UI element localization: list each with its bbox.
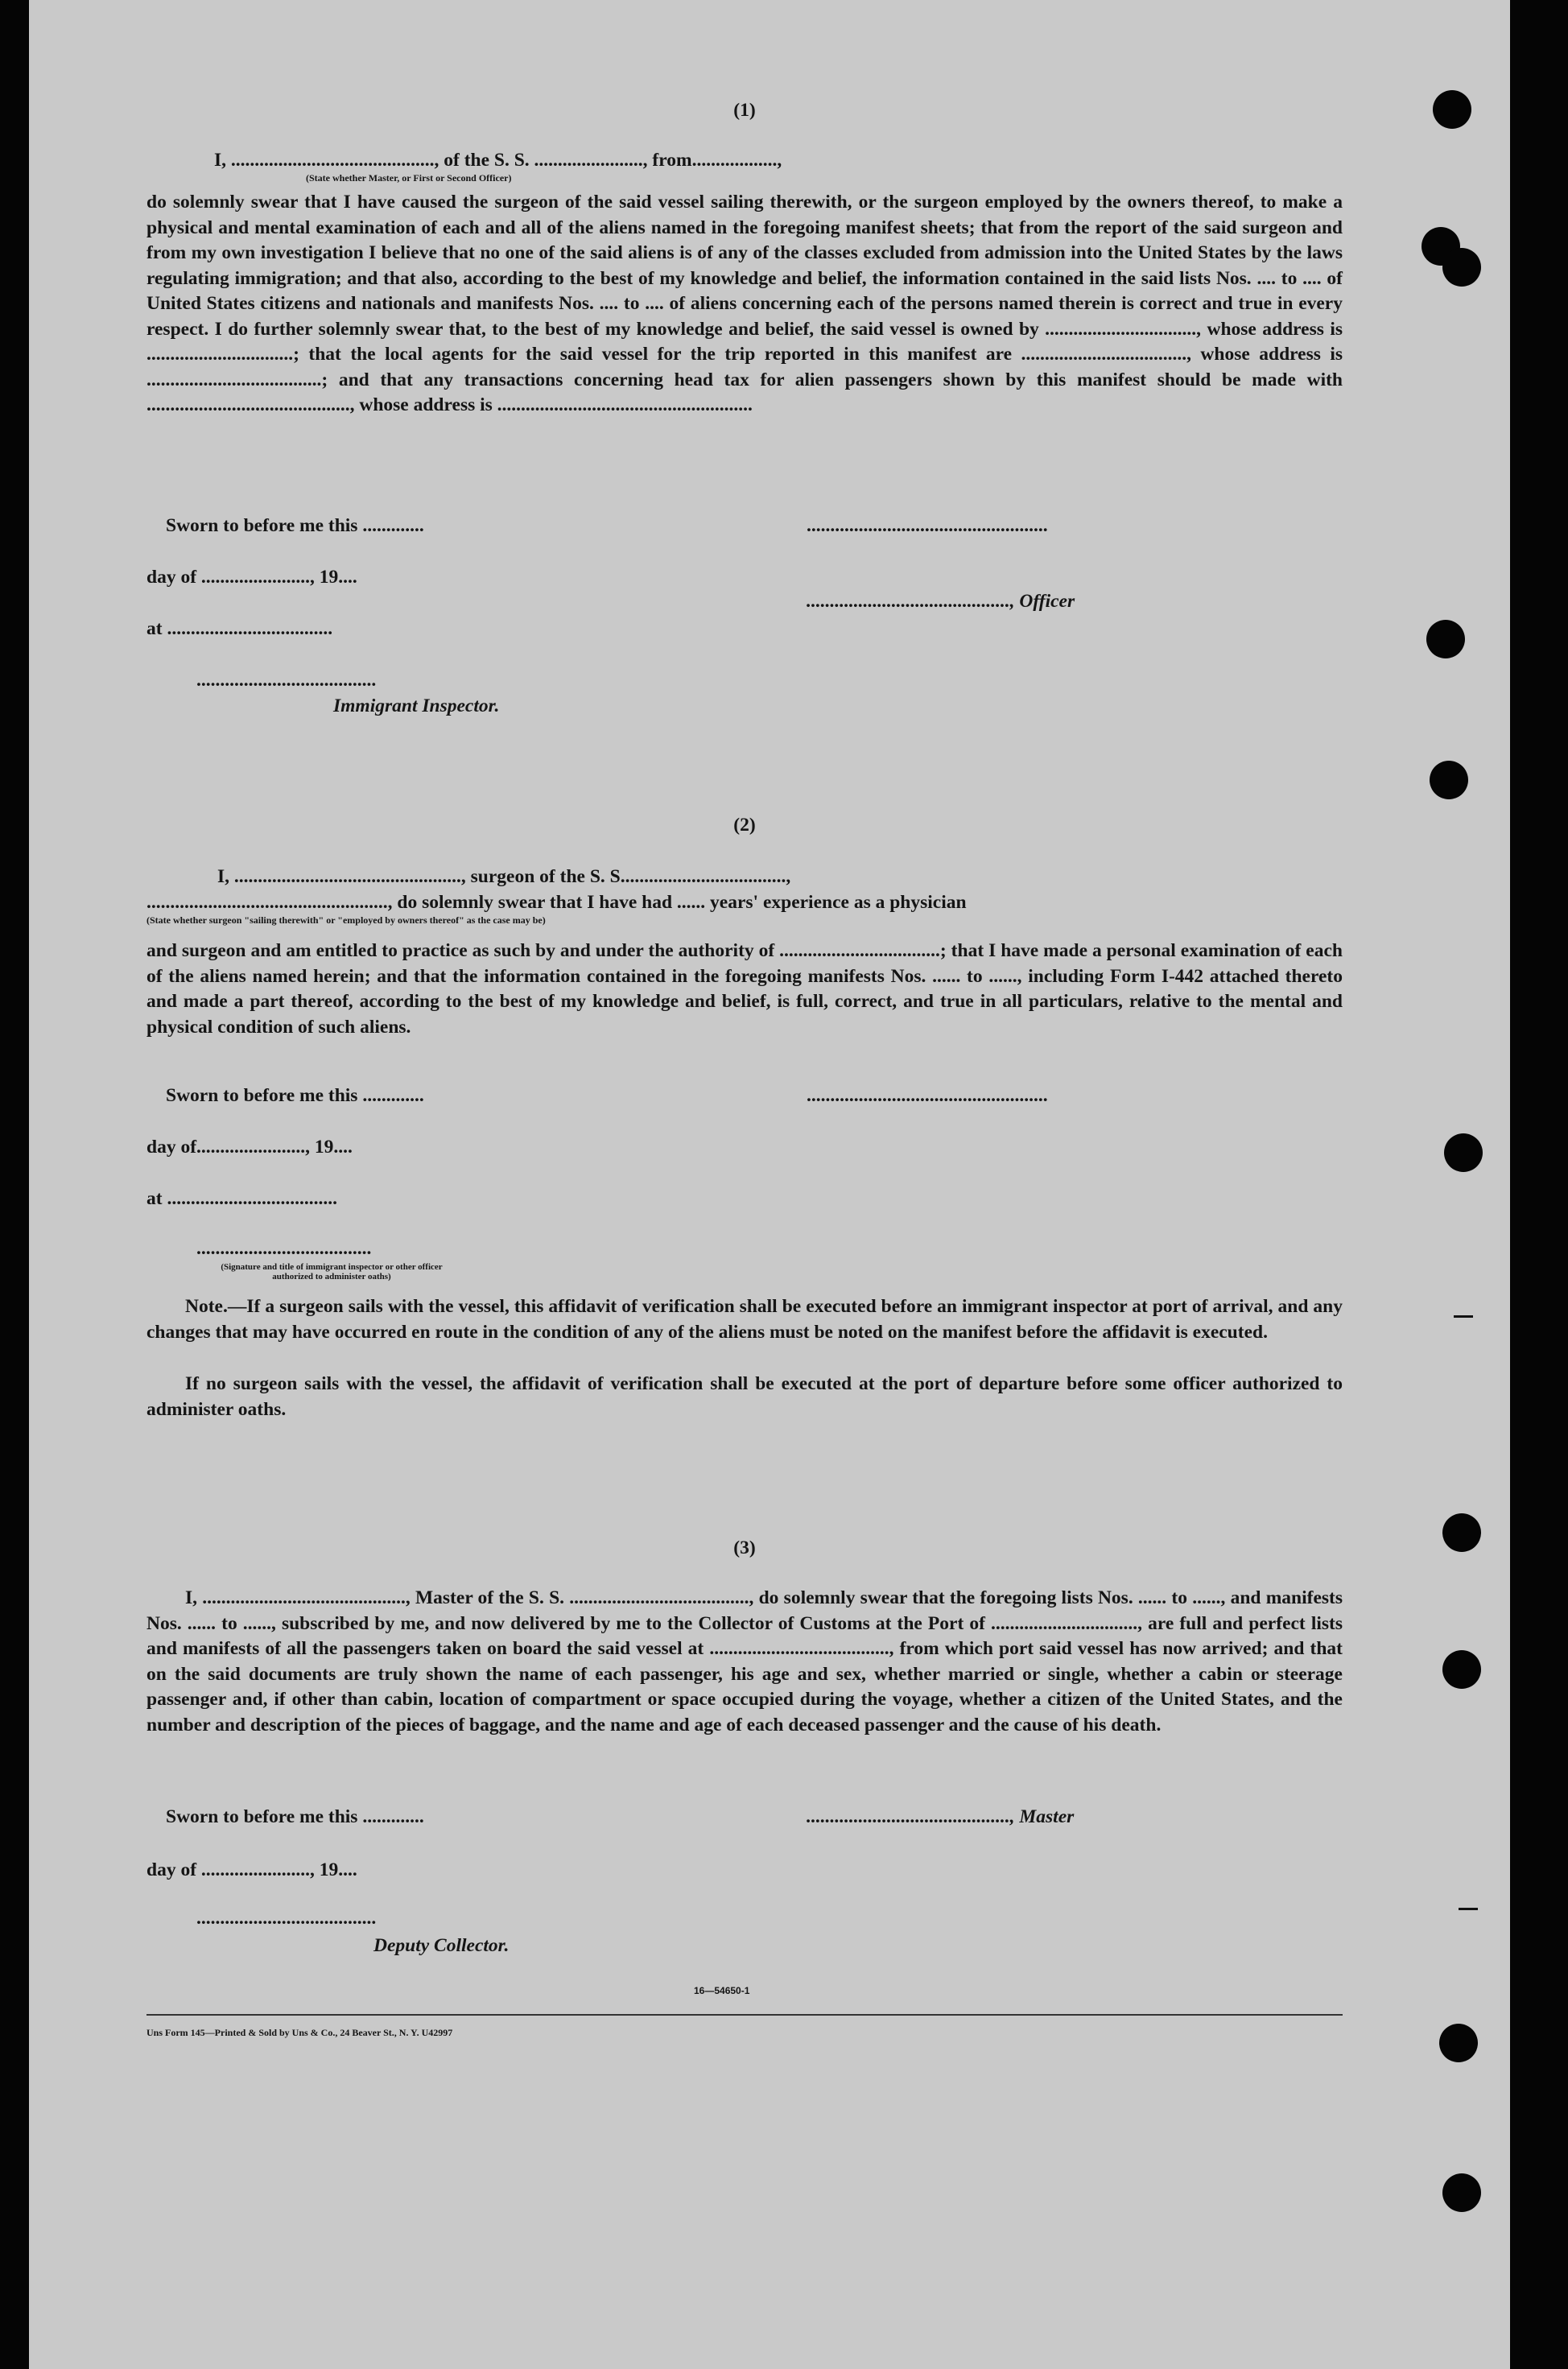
section-1 [146, 95, 1343, 739]
section-1-sworn: Sworn to before me this ............. [166, 515, 424, 536]
section-1-at: at ................................... [146, 618, 333, 639]
binder-hole [1426, 620, 1465, 658]
section-2-sworn: Sworn to before me this ............. [166, 1085, 424, 1106]
section-1-opening-caption: (State whether Master, or First or Second Officer) [306, 172, 512, 184]
section-3 [146, 1536, 1343, 1987]
section-3-master-line: ..........................................., Master [807, 1806, 1075, 1827]
margin-mark [1459, 1908, 1478, 1910]
section-2 [146, 813, 1343, 1449]
binder-hole [1439, 2024, 1478, 2062]
section-1-officer-line: ..........................................., Officer [807, 591, 1075, 612]
section-3-collector-label: Deputy Collector. [373, 1935, 510, 1956]
section-1-opening-line: I, ..........................................., of the S. S. ......................., from.................., [214, 150, 782, 171]
form-code: 16—54650-1 [694, 1985, 750, 1996]
footer-imprint: Uns Form 145—Printed & Sold by Uns & Co., 24 Beaver St., N. Y. U42997 [146, 2027, 453, 2038]
section-2-signature-caption: (Signature and title of immigrant inspector or other officer authorized to administer oaths) [221, 1262, 443, 1281]
binder-hole [1444, 1133, 1483, 1172]
section-2-note: Note.—If a surgeon sails with the vessel, this affidavit of verification shall be executed before an immigrant inspector at port of arrival, and any changes that may have occurred en route in the condition of any of the aliens must be noted on the manifest before the affidavit is executed. [146, 1296, 1343, 1343]
section-1-sworn-signature: ................................................... [807, 515, 1048, 536]
section-2-line-1: I, ................................................, surgeon of the S. S..................................., [217, 866, 791, 887]
section-2-number: (2) [733, 815, 756, 836]
section-3-number: (3) [733, 1537, 756, 1558]
binder-hole [1442, 2173, 1481, 2212]
binder-hole [1430, 761, 1468, 799]
section-1-day-of: day of ......................., 19.... [146, 567, 357, 588]
section-2-signature-dots: ..................................... [196, 1238, 372, 1259]
section-2-line-2: ..................................................., do solemnly swear that I have had ...... years' experience as a physician [146, 892, 967, 913]
binder-hole [1442, 1650, 1481, 1689]
section-2-body: and surgeon and am entitled to practice as such by and under the authority of ..................................; that I have made a personal examination of each of the aliens named herein; and that the information contained in the foregoing manifests Nos. ...... to ......, including Form I-442 attached thereto and made a part thereof, according to the best of my knowledge and belief, is full, correct, and true in all particulars, relative to the mental and physical condition of such aliens. [146, 940, 1343, 1038]
binder-hole [1442, 248, 1481, 287]
section-2-at: at .................................... [146, 1188, 337, 1209]
section-1-number: (1) [733, 100, 756, 121]
footer-rule [146, 2014, 1343, 2016]
section-1-inspector-label: Immigrant Inspector. [333, 695, 500, 716]
margin-mark [1454, 1315, 1473, 1318]
section-2-day-of: day of......................., 19.... [146, 1137, 353, 1158]
section-3-sworn: Sworn to before me this ............. [166, 1806, 424, 1827]
binder-hole [1442, 1513, 1481, 1552]
section-1-inspector-dots: ...................................... [196, 670, 377, 691]
section-3-body: I, ..........................................., Master of the S. S. ......................................, do solemnly swear that the foregoing lists Nos. ...... to ......, and manifests Nos. ...... to ......, subscribed by me, and now delivered by me to the Collector of Customs at the Port of ..............................., are full and perfect lists and manifests of all the passengers taken on board the said vessel at ......................................, from which port said vessel has now arrived; and that on the said documents are truly shown the name of each passenger, his age and sex, whether married or single, whether a cabin or steerage passenger and, if other than cabin, location of compartment or space occupied during the voyage, whether a citizen of the United States, and the number and description of the pieces of baggage, and the name and age of each deceased passenger and the cause of his death. [146, 1587, 1343, 1735]
section-2-sworn-signature: ................................................... [807, 1085, 1048, 1106]
section-3-collector-dots: ...................................... [196, 1908, 377, 1929]
document-page [29, 0, 1510, 2369]
section-2-note-2: If no surgeon sails with the vessel, the affidavit of verification shall be executed at the port of departure before some officer authorized to administer oaths. [146, 1373, 1343, 1420]
section-3-day-of: day of ......................., 19.... [146, 1859, 357, 1880]
section-2-line-2-caption: (State whether surgeon "sailing therewith" or "employed by owners thereof" as the case may be) [146, 914, 546, 926]
binder-hole [1433, 90, 1471, 129]
section-1-body: do solemnly swear that I have caused the surgeon of the said vessel sailing therewith, or the surgeon employed by the owners thereof, to make a physical and mental examination of each and all of the aliens named in the foregoing manifest sheets; that from the report of the said surgeon and from my own investigation I believe that no one of the said aliens is of any of the classes excluded from admission into the United States by the laws regulating immigration; and that also, according to the best of my knowledge and belief, the information contained in the said lists Nos. .... to .... of United States citizens and nationals and manifests Nos. .... to .... of aliens concerning each of the persons named therein is correct and true in every respect. I do further solemnly swear that, to the best of my knowledge and belief, the said vessel is owned by ................................, whose address is ...............................; that the local agents for the said vessel for the trip reported in this manifest are ..................................., whose address is .....................................; and that any transactions concerning head tax for alien passengers shown by this manifest should be made with ..........................................., whose address is ...................................................... [146, 192, 1343, 415]
